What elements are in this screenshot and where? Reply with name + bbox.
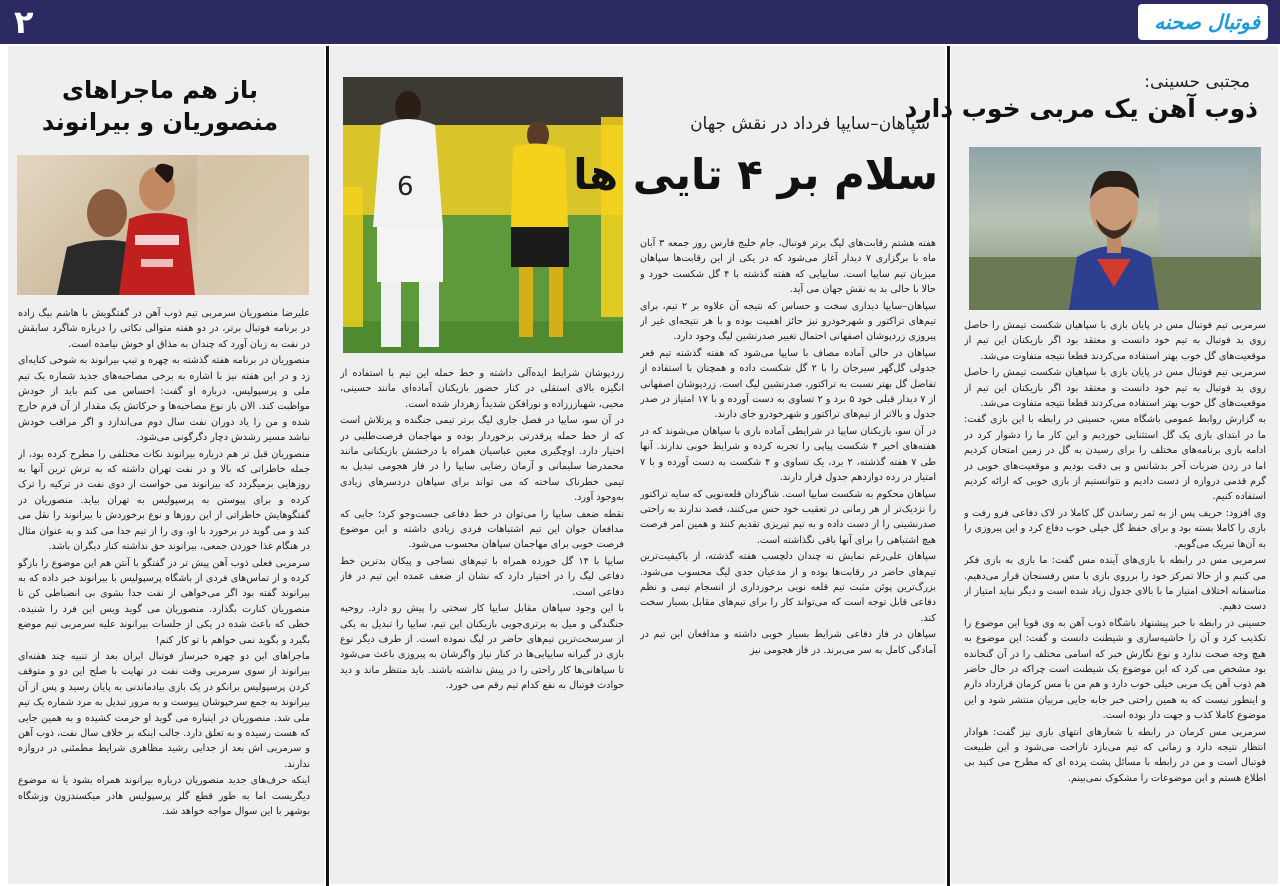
svg-text:6: 6 [397, 172, 414, 202]
paragraph: سرمربی فعلی ذوب آهن پیش تر در گفتگو با آنتن هم این موضوع را بازگو کرده و از تماس‌های فردی از باشگاه پرسپولیس با بیرانوند خبر داده که به بیرانوند گفته بود اگر می‌خواهی از نفت جدا بشوی بی انضباطی کن تا منصوریان کنارت بگذارد. منصوریان می گوید ویس این فرد را شنیده. خطی که باعث شده در یکی از جلسات بیرانوند علیه سرمربی تیم موضع بگیرد و بگوید نمی خواهم با تو کار کنم! [18, 557, 310, 646]
two-players-photo [17, 155, 309, 295]
middle-article-body-left [340, 366, 624, 856]
match-action-photo [343, 77, 623, 353]
coach-portrait-photo [969, 147, 1261, 310]
paragraph: سپاهان محکوم به شکست سایپا است. شاگردان قلعه‌نویی که سایه تراکتور را نزدیک‌تر از هر زمانی در تعقیب خود حس می‌کنند، قصد ندارند به راحتی صدرنشینی را از دست داده و به تیم تبریزی تقدیم کنند و همین امر فرصت هیچ اشتباهی را برای آنها باقی نگذاشته است. [640, 488, 936, 546]
paragraph: سپاهان در حالی آماده مصاف با سایپا می‌شود که هفته گذشته تیم قعر جدولی گل‌گهر سیرجان را با ۲ گل شکست داده و همچنان با استفاده از تفاضل گل بهتر نسبت به تراکتور، صدرنشین لیگ است. زردپوشان اصفهانی از ۷ دیدار قبلی خود ۵ برد و ۲ تساوی به دست آورده و با ۱۷ امتیاز در صدر جدول و بالاتر از تیم‌های تراکتور و شهرخودرو جای دارند. [640, 347, 936, 421]
middle-article-headline: سلام بر ۴ تایی ها [573, 150, 938, 199]
paragraph: در آن سو، سایپا در فصل جاری لیگ برتر تیمی جنگنده و پرتلاش است که از خط حمله پرقدرتی برخوردار بوده و مهاجمان فرصت‌طلبی در اختیار دارد. اوچگیری معین عباسیان همراه با درخشش بازیکنانی مانند محمدرضا سلیمانی و آرمان رضایی سایپا را در فاز هجومی تبدیل به تیمی خطرناک ساخته که می تواند برای سپاهان دردسرهای زیادی به‌وجود آورد. [340, 415, 624, 504]
paragraph: منصوریان قبل تر هم درباره بیرانوند نکات مختلفی را مطرح کرده بود، از جمله خاطراتی که بالا و در نفت تهران داشته که به ترش ترین آنها به روزهایی برمیگردد که بیرانوند می خواست از دوی نفت در ترکیه را ترک کرده و برای پیوستن به پرسپولیس به تهران بیاید. منصوریان در گفتگوهایش خاطراتی از این روزها و نوع برخوردش با بیرانوند را نقل می کند و می گوید در برخورد با او، وی را از تیم جدا می کند و به عنوان مثال در هنگام غذا خوردن جمعی، بیرانوند حق نداشته کنار دیگران باشد. [18, 448, 310, 553]
left-article-headline-line2: منصوریان و بیرانوند [41, 108, 279, 136]
column-divider [326, 46, 329, 886]
paragraph: ماجراهای این دو چهره خبرساز فوتبال ایران بعد از تنبیه چند هفته‌ای بیرانوند از سوی سرمربی وقت نفت در نهایت با صلح این دو و متوقف کردن پرسپولیس برانکو در یک بازی بیادماندنی به پایان رسید و پس از آن بیرانوند به جمع سرخپوشان پیوست و به مرور تبدیل به مرد شماره یک تیم ملی شد. منصوریان در اینباره می گوید او حرمت کشیده و به همین جایی که هست رسیده و به تعلق دارد. جالب اینکه بر خلاف سال نفت، ذوب آهن و سرمربی اش بعد از جدایی رشید مظاهری شرایط مطمئنی در دروازه ندارند. [18, 650, 310, 770]
paragraph: سایپا با ۱۴ گل خورده همراه با تیم‌های نساجی و پیکان بدترین خط دفاعی لیگ را در اختیار دارد که نشان از ضعف عمده این تیم در فاز دفاعی است. [340, 555, 624, 598]
left-article-headline-line1: باز هم ماجراهای [62, 76, 258, 104]
middle-article-kicker: سپاهان–سایپا فرداد در نقش جهان [690, 114, 930, 134]
paragraph: نقطه ضعف سایپا را می‌توان در خط دفاعی جست‌وجو کرد؛ جایی که مدافعان جوان این تیم اشتباهات فردی زیادی داشته و این موضوع فرصت خوبی برای مهاجمان سپاهان محسوب می‌شود. [340, 508, 624, 551]
paragraph: منصوریان در برنامه هفته گذشته به چهره و تیپ بیرانوند به شوخی کنایه‌ای زد و در این هفته نیز با اشاره به برخی مصاحبه‌های جدید شماره یک تیم ملی و پرسپولیس، درباره او گفت: احساس می کنم باید از خودش مواظبت کند. الان باز نوع مصاحبه‌ها و حرکاتش یک مقدار از آن فرم خارج شده و من را یاد دوران نفت سال دوم می‌اندازد و اگر مراقب خودش نباشد مسیر رشدش دچار دگرگونی می‌شود. [18, 355, 310, 444]
paragraph: علیرضا منصوریان سرمربی تیم ذوب آهن در گفتگویش با هاشم بیگ زاده در برنامه فوتبال برتر، در دو هفته متوالی نکاتی را درباره شاگرد سابقش در نفت به زبان آورد که چندان به مذاق او خوش نیامده است. [18, 308, 310, 350]
paragraph: سرمربی تیم فوتبال مس در پایان بازی با سپاهیان شکست تیمش را حاصل روی بد فوتبال به تیم خود دانست و معتقد بود اگر بازیکنان این تیم از موقعیت‌های گل خوب بهتر استفاده می‌کردند قطعا نتیجه متفاوت می‌شد. [964, 367, 1266, 410]
right-article-headline: ذوب آهن یک مربی خوب دارد [904, 94, 1258, 123]
paragraph: سرمربی مس کرمان در رابطه با شعارهای انتهای بازی نیز گفت: هوادار انتظار نتیجه دارد و زمانی که تیم می‌بازد ناراحت می‌شود و این طبیعت فوتبال است و من در رابطه با مسائل پشت پرده ای که مطرح می کنید بی اطلاع هستم و این موضوعات را مشکوک نمی‌بینم. [964, 726, 1266, 784]
paragraph: وی افزود: حریف پس از به ثمر رساندن گل کاملا در لاک دفاعی فرو رفت و بازی را کاملا بسته بود و برای حفظ گل خیلی خوب دفاع کرد و این پیروزی را به آن‌ها تبریک می‌گویم. [964, 507, 1266, 550]
paragraph: با این وجود سپاهان مقابل سایپا کار سختی را پیش رو دارد. روحیه جنگندگی و میل به برتری‌جویی بازیکنان این تیم، سایپا را تبدیل به یکی از سرسخت‌ترین تیم‌های حاضر در لیگ نموده است. از طرف دیگر نوع بازی در گیرانه سایپایی‌ها در کنار نیاز واگرشان به پیروزی باعث می‌شود تا سپاهانی‌ها کار راحتی را در پیش نداشته باشند. باید منتظر ماند و دید حوادث فوتبال به نفع کدام تیم رقم می خورد. [340, 603, 624, 692]
newspaper-logo: فوتبال صحنه [1138, 4, 1268, 40]
middle-article-body-right [640, 236, 936, 856]
column-divider [947, 46, 950, 886]
paragraph: سرمربی مس در رابطه با بازی‌های آینده مس گفت: ما بازی به بازی فکر می کنیم و از حالا تمرکز خود را برروی بازی با مس رفسنجان قرار می‌دهیم. متاسفانه اختلاف امتیاز ما با بالای جدول زیاد شده است و دیگر نباید امتیاز از دست دهیم. [964, 555, 1266, 613]
page-header-bar [0, 0, 1280, 44]
right-article-kicker: مجتبی حسینی: [1144, 72, 1250, 92]
page-number: ۲ [14, 3, 34, 41]
paragraph: هفته هشتم رقابت‌های لیگ برتر فوتبال، جام خلیج فارس روز جمعه ۳ آبان ماه با برگزاری ۷ دیدار آغاز می‌شود که در یکی از این رقابت‌ها سپاهان میزبان تیم سایپا است. سایپایی که هفته گذشته با ۴ گل شکست خورد و حالا با حالی بد به نقش جهان می آید. [640, 238, 936, 296]
right-article-body [964, 318, 1266, 858]
paragraph: سرمربی تیم فوتبال مس در پایان بازی با سپاهیان شکست تیمش را حاصل روی بد فوتبال به تیم خود دانست و معتقد بود اگر بازیکنان این تیم از موقعیت‌های گل خوب بهتر استفاده می‌کردند قطعا نتیجه متفاوت می‌شد. [964, 320, 1266, 362]
paragraph: اینکه حرف‌های جدید منصوریان درباره بیرانوند همراه بشود یا نه موضوع دیگریست اما به طور قطع گلر پرسپولیس هادر میکسندزون وزشگاه بوشهر با این سوال مواجه خواهد شد. [18, 775, 310, 817]
paragraph: حسینی در رابطه با خبر پیشنهاد باشگاه ذوب آهن به وی قویا این موضوع را تکذیب کرد و آن را حاشیه‌سازی و شیطنت دانست و گفت: این موضوع به هیچ وجه صحت ندارد و نوع نگارش خبر که اسامی مختلف را در آن گنجانده بود مشخص می کرد که این موضوع یک شیطنت است چراکه در حال حاضر هم ذوب آهن یک مربی خیلی خوب دارد و هم من با مس کرمان قرارداد دارم و اینطور نیست که به همین راحتی خبر جابه جایی مربیان منتشر شود و این موضوع کاملا کذب و جهت دار بوده است. [964, 617, 1266, 722]
paragraph: سپاهان علی‌رغم نمایش نه چندان دلچسب هفته گذشته، از باکیفیت‌ترین تیم‌های حاضر در رقابت‌ها بوده و از مدعیان جدی لیگ محسوب می‌شود. بزرگ‌ترین پوئن مثبت تیم قلعه نویی برخورداری از انسجام تیمی و نظم دفاعی قابل توجه است که می‌تواند کار را برای تیم‌های مقابل بسیار سخت کند. [640, 551, 936, 624]
paragraph: به گزارش روابط عمومی باشگاه مس، حسینی در رابطه با این بازی گفت: ما در ابتدای بازی یک گل استثنایی خوردیم و این کار ما را دشوار کرد در ادامه بازی برنامه‌های مختلف را برای رسیدن به گل در زمین امتحان کردیم اما در زدن ضربات آخر بدشانس و بی دقت بودیم و موقعیت‌های خوبی در گرم قدمی دروازه از دست دادیم و نتوانستیم از بازی خوبی که ارائه کردیم استفاده کنیم. [964, 414, 1266, 503]
left-article-body [18, 306, 310, 858]
paragraph: در آن سو، بازیکنان سایپا در شرایطی آماده بازی با سپاهان می‌شوند که در هفته‌های اخیر ۴ شکست پیاپی را تجربه کرده و شرایط خوبی ندارند. آنها طی ۷ هفته گذشته، ۲ برد، یک تساوی و ۴ شکست به دست آورده و با ۷ امتیاز در رده دوازدهم جدول قرار دارند. [640, 425, 936, 484]
paragraph: سپاهان در فاز دفاعی شرایط بسیار خوبی داشته و مدافعان این تیم در آمادگی کامل به سر می‌برند. در فاز هجومی نیز [640, 629, 936, 656]
paragraph: زردپوشان شرایط ایده‌آلی داشته و خط حمله این تیم با استفاده از انگیزه بالای استقلی در کنار حضور بازیکنان آماده‌ای مانند حسینی، محبی، شهبازززاده و نورافکن شدیداً زهردار شده است. [340, 368, 624, 410]
paragraph: سپاهان–سایپا دیداری سخت و حساس که نتیجه آن علاوه بر ۲ تیم، برای تیم‌های تراکتور و شهرخودرو نیز حائز اهمیت بوده و با هر نتیجه‌ای غیر از پیروزی زردپوشان اصفهانی احتمال تغییر صدرنشین لیگ وجود دارد. [640, 300, 936, 343]
